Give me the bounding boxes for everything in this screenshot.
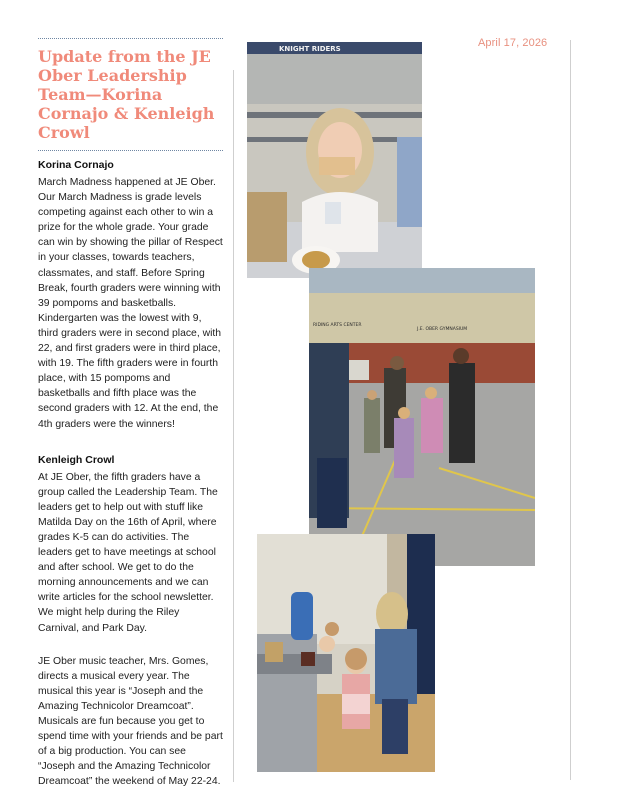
title-rule-top — [38, 38, 223, 39]
photo-gymnasium-parking-lot — [309, 268, 535, 566]
article-column — [38, 38, 223, 789]
column-divider-left — [233, 70, 234, 782]
spacer — [38, 432, 223, 446]
cafeteria-banner-text: KNIGHT RIDERS — [279, 45, 341, 53]
building-sign-left: RIDING ARTS CENTER — [313, 323, 362, 328]
article-paragraph: JE Ober music teacher, Mrs. Gomes, directs a musical every year. The musical this year is “Joseph and the Amazing Technicolor Dreamcoat”. Musicals are fun because you get to spend time with your friends and be part of a big production. You can see “Joseph and the Amazing Technicolor Dreamcoat” the weekend of May 22-24. — [38, 655, 223, 788]
spacer — [38, 636, 223, 654]
title-rule-bottom — [38, 150, 223, 151]
author-heading: Kenleigh Crowl — [38, 453, 115, 466]
photo-classroom-counter — [257, 534, 435, 772]
issue-date: April 17, 2026 — [478, 37, 548, 49]
article-paragraph: At JE Ober, the fifth graders have a group called the Leadership Team. The leaders get to help out with stuff like Matilda Day on the 16th of April, where grades K-5 can do activities. The leaders get to have meetings at school and after school. We get to do the morning announcements and we can write articles for the school newsletter. We might help during the Riley Carnival, and Park Day. — [38, 471, 218, 634]
author-heading: Korina Cornajo — [38, 159, 114, 171]
building-sign-right: J.E. OBER GYMNASIUM — [417, 327, 468, 332]
column-divider-right — [570, 40, 571, 780]
photo-cafeteria-girl — [247, 42, 422, 278]
article-title: Update from the JE Ober Leadership Team—Korina Cornajo & Kenleigh Crowl — [38, 47, 215, 142]
article-paragraph: March Madness happened at JE Ober. Our March Madness is grade levels competing against each other to win a prize for the whole grade. Your grade can win by showing the pillar of Respect in your classes, towards teachers, classmates, and staff. Before Spring Break, fourth graders were winning with 39 pompoms and basketballs. Kindergarten was the lowest with 9, third graders were in second place, with 22, and first graders were in third place, with 19. The fifth graders were in fourth place, with 15 pompoms and basketballs and fifth place was the second graders with 12. At the end, the 4th graders were the winners! — [38, 177, 223, 430]
